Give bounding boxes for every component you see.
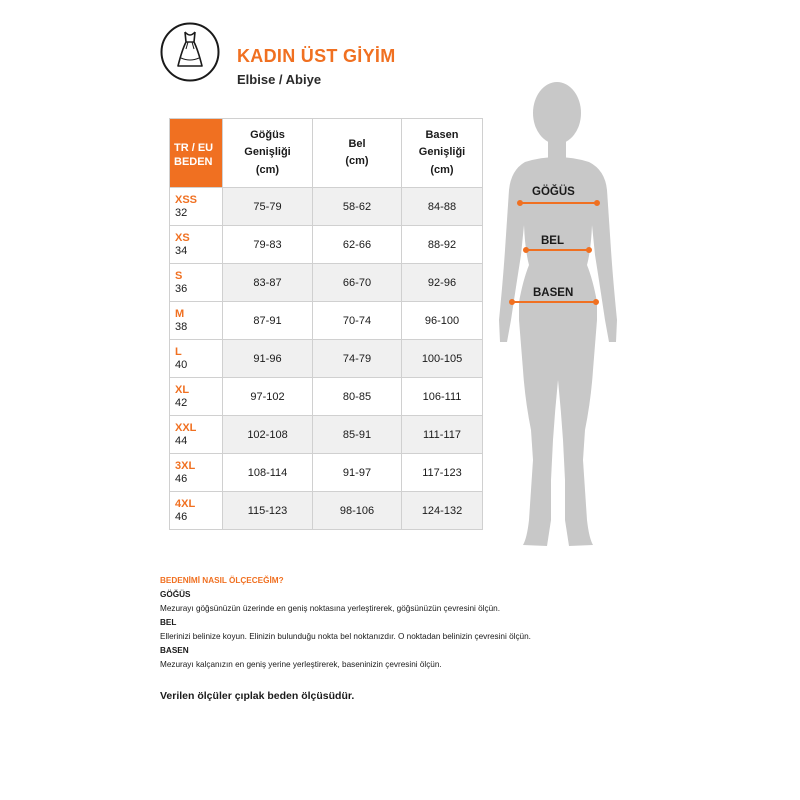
table-header-row: [170, 119, 483, 188]
corner-label-line2: BEDEN: [174, 156, 213, 169]
size-code: XS: [175, 232, 190, 244]
waist-label: BEL: [541, 235, 564, 247]
size-number: 34: [175, 244, 188, 257]
size-code: S: [175, 270, 183, 282]
waist-cell: 58-62: [313, 188, 402, 226]
table-row: [170, 264, 483, 302]
hip-cell: 124-132: [402, 492, 483, 530]
size-cell: [170, 226, 223, 264]
header-text: Basen: [425, 129, 459, 142]
table-row: [170, 340, 483, 378]
corner-label-line1: TR / EU: [174, 142, 214, 154]
waist-heading: BEL: [160, 618, 177, 627]
header-text: Göğüs: [250, 129, 285, 142]
size-cell: [170, 492, 223, 530]
chest-cell: 97-102: [223, 378, 313, 416]
hip-cell: 88-92: [402, 226, 483, 264]
header-text: Bel: [348, 137, 366, 150]
chest-cell: 75-79: [223, 188, 313, 226]
hip-instruction: Mezurayı kalçanızın en geniş yerine yerleştirerek, baseninizin çevresini ölçün.: [160, 660, 442, 669]
hip-cell: 96-100: [402, 302, 483, 340]
chest-label: GÖĞÜS: [532, 186, 575, 198]
waist-cell: 74-79: [313, 340, 402, 378]
measuring-guide: [160, 574, 680, 672]
chest-cell: 102-108: [223, 416, 313, 454]
table-row: [170, 378, 483, 416]
table-row: [170, 492, 483, 530]
size-table: [169, 118, 483, 530]
hip-column-header: [402, 119, 483, 188]
bare-body-note: Verilen ölçüler çıplak beden ölçüsüdür.: [160, 690, 355, 702]
hip-heading: BASEN: [160, 646, 189, 655]
hip-cell: 111-117: [402, 416, 483, 454]
chest-cell: 115-123: [223, 492, 313, 530]
waist-cell: 70-74: [313, 302, 402, 340]
chest-column-header: [223, 119, 313, 188]
waist-cell: 66-70: [313, 264, 402, 302]
table-row: [170, 226, 483, 264]
size-cell: [170, 340, 223, 378]
waist-cell: 62-66: [313, 226, 402, 264]
size-number: 38: [175, 320, 188, 333]
header-text: Genişliği: [418, 146, 466, 159]
size-cell: [170, 378, 223, 416]
hip-cell: 100-105: [402, 340, 483, 378]
table-row: [170, 416, 483, 454]
chest-instruction: Mezurayı göğsünüzün üzerinde en geniş noktasına yerleştirerek, göğsünüzün çevresini ölçün.: [160, 604, 500, 613]
hip-cell: 106-111: [402, 378, 483, 416]
page-subtitle: Elbise / Abiye: [237, 72, 322, 87]
chest-heading: GÖĞÜS: [160, 590, 191, 599]
size-code: XSS: [175, 194, 198, 206]
header-text: (cm): [255, 163, 280, 176]
guide-question: BEDENİMİ NASIL ÖLÇECEĞİM?: [160, 576, 284, 585]
size-code: 3XL: [175, 460, 196, 472]
size-cell: [170, 454, 223, 492]
size-number: 40: [175, 358, 188, 371]
size-number: 44: [175, 434, 188, 447]
hip-label: BASEN: [533, 287, 574, 299]
page-title: KADIN ÜST GİYİM: [237, 46, 396, 66]
chest-cell: 79-83: [223, 226, 313, 264]
waist-column-header: [313, 119, 402, 188]
header-text: (cm): [345, 155, 369, 167]
size-number: 46: [175, 510, 188, 523]
body-silhouette: [495, 80, 620, 550]
size-number: 46: [175, 472, 188, 485]
waist-instruction: Ellerinizi belinize koyun. Elinizin bulunduğu nokta bel noktanızdır. O noktadan belinizin çevresini ölçün.: [160, 632, 531, 641]
hip-cell: 92-96: [402, 264, 483, 302]
waist-cell: 91-97: [313, 454, 402, 492]
table-row: [170, 188, 483, 226]
dress-icon: [160, 22, 220, 82]
table-row: [170, 454, 483, 492]
size-code: XL: [175, 384, 190, 396]
header-text: (cm): [430, 163, 454, 176]
waist-cell: 98-106: [313, 492, 402, 530]
size-column-header: [170, 119, 223, 188]
hip-cell: 84-88: [402, 188, 483, 226]
size-number: 42: [175, 396, 188, 409]
chest-cell: 91-96: [223, 340, 313, 378]
size-number: 36: [175, 282, 188, 295]
waist-cell: 80-85: [313, 378, 402, 416]
size-code: 4XL: [175, 498, 196, 510]
size-code: M: [175, 308, 185, 320]
size-code: XXL: [175, 422, 197, 434]
header-text: Genişliği: [244, 146, 291, 159]
size-cell: [170, 416, 223, 454]
chest-cell: 108-114: [223, 454, 313, 492]
size-cell: [170, 302, 223, 340]
size-cell: [170, 188, 223, 226]
size-code: L: [175, 346, 182, 358]
hip-cell: 117-123: [402, 454, 483, 492]
chest-cell: 83-87: [223, 264, 313, 302]
chest-cell: 87-91: [223, 302, 313, 340]
table-row: [170, 302, 483, 340]
waist-cell: 85-91: [313, 416, 402, 454]
size-cell: [170, 264, 223, 302]
size-number: 32: [175, 206, 188, 219]
